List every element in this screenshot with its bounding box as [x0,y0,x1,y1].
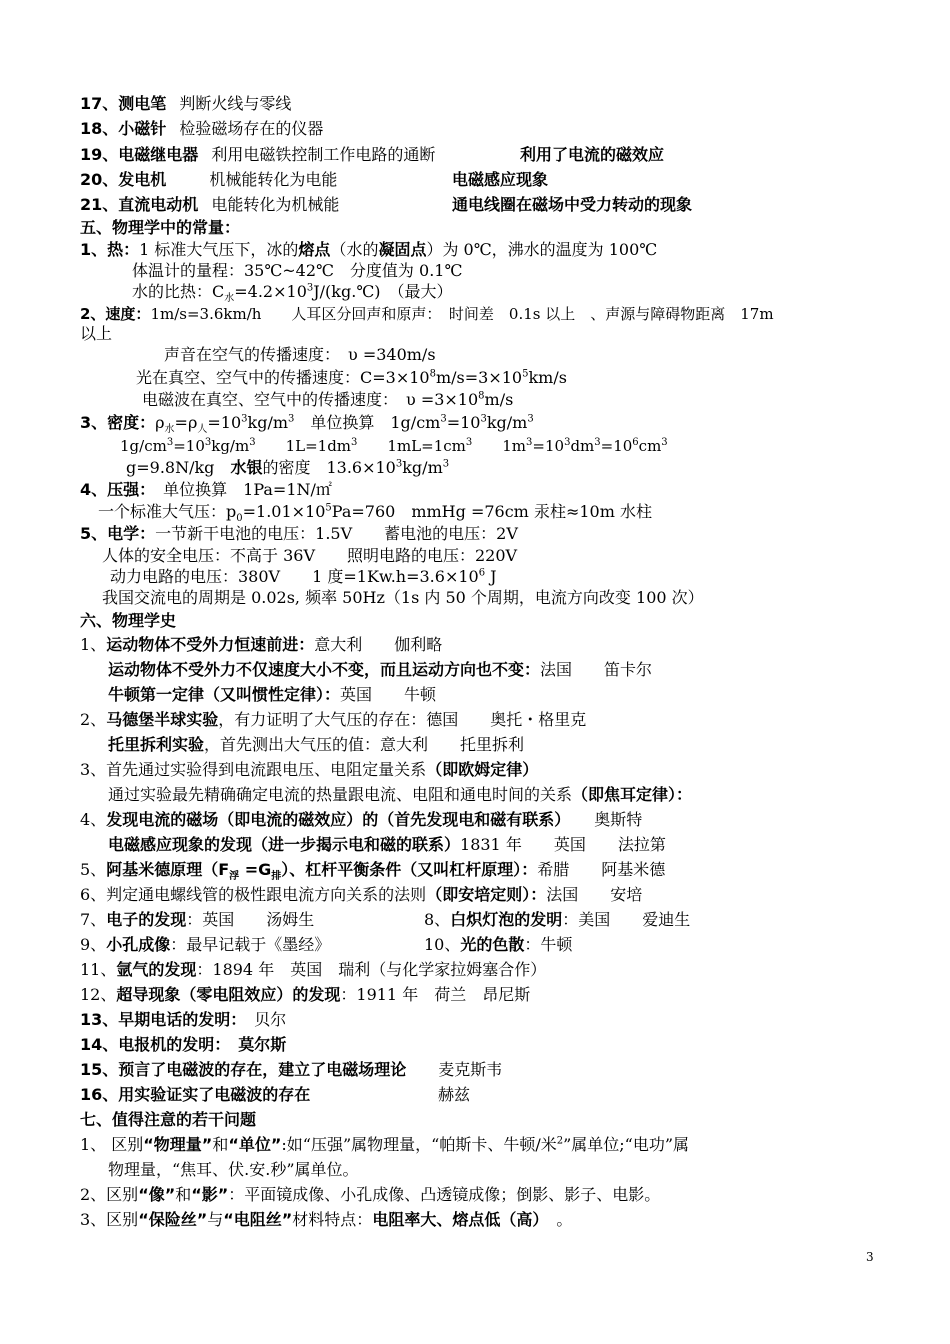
text: 法国 笛卡尔 [540,660,653,679]
text: 16、用实验证实了电磁波的存在 [80,1085,311,1104]
text: “影” [191,1185,229,1204]
text: kg/m [402,458,443,477]
subscript: 浮 [229,871,240,883]
text: ”属单位;“电功”属 [563,1135,690,1154]
speed-line-4 [142,390,513,410]
text: Pa=760 mmHg =76cm 汞柱≈10m 水柱 [331,502,652,521]
pressure-label: 4、压强： [80,480,148,499]
heat-label: 1、热： [80,240,140,259]
note-1 [80,1135,689,1155]
text: ：美国 爱迪生 [562,910,691,929]
subscript: 水 [224,293,235,305]
history-14 [80,1035,286,1055]
text: 赫兹 [438,1085,471,1104]
item-desc: 利用电磁铁控制工作电路的通断 [211,145,436,164]
history-1-3 [108,685,436,705]
superscript: 8 [478,390,485,402]
text: 阿基米德原理（F [106,860,230,879]
superscript: 3 [442,458,450,470]
text: 运动物体不受外力不仅速度大小不变，而且运动方向也不变： [108,660,541,679]
text: ：英国 汤姆生 [186,910,315,929]
text: 2、区别 [80,1185,139,1204]
text: 13、早期电话的发明： [80,1010,239,1029]
text: 和 [175,1185,192,1204]
text: “保险丝” [138,1210,208,1229]
heat-line-3 [132,282,453,305]
text: 9、 [80,935,107,954]
text: 氩气的发现 [116,960,197,979]
text: “电阻丝” [223,1210,293,1229]
history-8 [424,910,690,930]
density-line-3 [126,458,449,478]
text: 11、 [80,960,117,979]
text: 2、 [80,710,107,729]
text: km/s [528,368,567,387]
superscript: 3 [204,437,212,448]
text: kg/m [247,413,288,432]
text: =10 [532,437,565,455]
text: ，首先测出大气压的值：意大利 托里拆利 [204,735,525,754]
superscript: 3 [594,437,601,448]
text: “像” [138,1185,176,1204]
section-heading-notes: 七、值得注意的若干问题 [80,1110,257,1129]
history-6 [80,885,642,905]
text: 。 [540,1210,573,1229]
text: 英国 牛顿 [340,685,437,704]
text: 12、 [80,985,117,1004]
text: （即安培定则）： [426,885,547,904]
superscript: 3 [249,437,256,448]
text: 奥斯特 [562,810,643,829]
superscript: 6 [632,437,639,448]
text: （即焦耳定律）： [572,785,693,804]
text: 1 标准大气压下，冰的 [139,240,299,259]
item-title: 17、测电笔 [80,94,167,113]
speed-line-1-cont: 以上 [80,324,113,343]
superscript: 5 [325,502,332,514]
text: =ρ [174,413,198,432]
text: 电磁波在真空、空气中的传播速度： υ =3×10 [142,390,479,409]
text: =10 [446,413,481,432]
electric-line-2: 人体的安全电压：不高于 36V 照明电路的电压：220V [102,546,518,565]
item-desc: 判断火线与零线 [179,94,292,113]
text: 意大利 伽利略 [314,635,443,654]
text: “单位” [228,1135,282,1154]
text: 托里拆利实验 [108,735,205,754]
superscript: 3 [306,282,314,294]
item-21 [80,195,693,215]
text: 8、 [424,910,451,929]
text: 法国 安培 [546,885,643,904]
text: m/s=3×10 [435,368,523,387]
text: g=9.8N/kg [126,458,231,477]
text: 1m [472,437,527,455]
item-title: 21、直流电动机 [80,195,199,214]
superscript: 3 [465,437,473,448]
text: 发现电流的磁场（即电流的磁效应）的（首先发现电和磁有联系） [106,810,563,829]
pressure-line-2 [98,502,652,525]
history-9 [80,935,330,955]
text: 白炽灯泡的发明 [450,910,563,929]
superscript: 3 [351,437,358,448]
text: 光的色散 [460,935,525,954]
history-2-2 [108,735,524,755]
text: ）、杠杆平衡条件（又叫杠杆原理）： [281,860,538,879]
text: 希腊 阿基米德 [537,860,666,879]
electric-line-3 [110,567,497,587]
text: 动力电路的电压：380V 1 度=1Kw.h=3.6×10 [110,567,479,586]
superscript: 2 [556,1135,564,1147]
heat-line-2: 体温计的量程：35℃~42℃ 分度值为 0.1℃ [132,261,463,280]
item-note: 通电线圈在磁场中受力转动的现象 [452,195,693,214]
text: kg/m [486,413,528,432]
superscript: 6 [478,567,486,579]
superscript: 3 [480,413,487,425]
superscript: 3 [564,437,571,448]
text: :如“压强”属物理量，“帕斯卡、牛顿/米 [281,1135,557,1154]
superscript: 3 [166,437,174,448]
text: 麦克斯韦 [406,1060,503,1079]
text: 材料特点： [292,1210,373,1229]
history-12 [80,985,530,1005]
subscript: 人 [197,424,208,436]
page-number: 3 [866,1250,874,1264]
note-2 [80,1185,660,1205]
superscript: 3 [241,413,248,425]
item-note: 电磁感应现象 [452,170,549,189]
text: =1.01×10 [242,502,326,521]
text: 超导现象（零电阻效应）的发现 [116,985,341,1004]
text: 3、区别 [80,1210,139,1229]
text: 与 [207,1210,224,1229]
text: 14、电报机的发明： [80,1035,223,1054]
item-title: 20、发电机 [80,170,167,189]
text: 5、 [80,860,107,879]
text: 马德堡半球实验 [106,710,219,729]
text: 莫尔斯 [222,1035,287,1054]
text: 水银 [230,458,263,477]
text: 1831 年 英国 法拉第 [460,835,666,854]
text: 10、 [424,935,461,954]
text: =10 [207,413,242,432]
text: J/(kg.℃) （最大） [313,282,453,301]
text: ：平面镜成像、小孔成像、凸透镜成像；倒影、影子、电影。 [228,1185,661,1204]
text: =G [239,860,272,879]
text: 7、 [80,910,107,929]
history-3 [80,760,538,780]
text: dm [570,437,595,455]
item-desc: 检验磁场存在的仪器 [179,119,324,138]
text: 的密度 13.6×10 [262,458,396,477]
text: 1mL=1cm [357,437,466,455]
speed-line-3 [136,368,567,388]
text: 3、首先通过实验得到电流跟电压、电阻定量关系 [80,760,427,779]
item-title: 19、电磁继电器 [80,145,199,164]
text: =4.2×10 [234,282,307,301]
history-10 [424,935,572,955]
text: 凝固点 [378,240,427,259]
history-7 [80,910,314,930]
density-line-1 [80,413,534,436]
text: 电子的发现 [106,910,187,929]
item-title: 18、小磁针 [80,119,167,138]
text: J [485,567,497,586]
item-17 [80,94,291,114]
text: 电磁感应现象的发现（进一步揭示电和磁的联系） [108,835,461,854]
text: ：牛顿 [524,935,573,954]
history-13 [80,1010,286,1030]
text: kg/m [211,437,250,455]
note-1-cont: 物理量，“焦耳、伏.安.秒”属单位。 [108,1160,359,1179]
text: cm [638,437,662,455]
subscript: 水 [164,424,175,436]
text: 单位换算 1Pa=1N/㎡ [147,480,332,499]
superscript: 3 [526,437,533,448]
text: 1、 区别 [80,1135,144,1154]
electric-label: 5、电学： [80,524,156,543]
text: 通过实验最先精确确定电流的热量跟电流、电阻和通电时间的关系 [108,785,573,804]
item-18 [80,119,323,139]
superscript: 8 [429,368,436,380]
section-heading-history: 六、物理学史 [80,611,177,630]
text: 一个标准大气压：p [98,502,237,521]
history-1 [80,635,442,655]
density-line-2 [120,436,668,456]
item-20 [80,170,549,190]
text: 贝尔 [238,1010,287,1029]
subscript: 排 [271,871,282,883]
note-3 [80,1210,572,1230]
speed-line-2: 声音在空气的传播速度： υ =340m/s [164,345,436,364]
history-11 [80,960,546,980]
superscript: 3 [440,413,447,425]
history-1-2 [108,660,652,680]
text: ：1911 年 荷兰 昂尼斯 [340,985,531,1004]
speed-label: 2、速度： [80,305,151,323]
text: m/s [484,390,514,409]
history-4 [80,810,642,830]
text: 6、判定通电螺线管的极性跟电流方向关系的法则 [80,885,427,904]
superscript: 3 [395,458,403,470]
text: 熔点 [298,240,331,259]
superscript: 5 [522,368,529,380]
text: （即欧姆定律） [426,760,539,779]
text: 1、 [80,635,107,654]
density-label: 3、密度： [80,413,156,432]
history-4-2 [108,835,666,855]
item-desc: 机械能转化为电能 [209,170,338,189]
superscript: 3 [661,437,668,448]
item-note: 利用了电流的磁效应 [520,145,665,164]
subscript: 0 [236,513,243,525]
text: 1m/s=3.6km/h 人耳区分回声和原声： 时间差 0.1s 以上 、声源与障碍物距离 17m [150,305,774,323]
text: 1g/cm [120,437,167,455]
history-16 [80,1085,471,1105]
superscript: 3 [527,413,534,425]
text: 15、预言了电磁波的存在，建立了电磁场理论 [80,1060,407,1079]
section-heading-constants: 五、物理学中的常量： [80,218,241,237]
history-15 [80,1060,502,1080]
text: =10 [600,437,633,455]
text: 电阻率大、熔点低（高） [372,1210,541,1229]
text: 运动物体不受外力恒速前进： [106,635,315,654]
text: “物理量” [143,1135,213,1154]
history-5 [80,860,666,883]
text: ρ [155,413,165,432]
text: ）为 0℃，沸水的温度为 100℃ [426,240,658,259]
text: ，有力证明了大气压的存在：德国 奥托・格里克 [218,710,587,729]
pressure-line-1 [80,480,332,500]
history-2 [80,710,586,730]
electric-line-1 [80,524,518,544]
text: 1L=1dm [255,437,352,455]
speed-line-1 [80,304,774,324]
text: ：1894 年 英国 瑞利（与化学家拉姆塞合作） [196,960,547,979]
text: 牛顿第一定律（又叫惯性定律）： [108,685,341,704]
history-3-2 [108,785,692,805]
text: 一节新干电池的电压：1.5V 蓄电池的电压：2V [155,524,518,543]
text: 4、 [80,810,107,829]
item-desc: 电能转化为机械能 [211,195,340,214]
superscript: 3 [288,413,295,425]
heat-line-1 [80,240,657,260]
text: 单位换算 1g/cm [294,413,441,432]
electric-line-4: 我国交流电的周期是 0.02s, 频率 50Hz（1s 内 50 个周期，电流方向改变 100 次） [102,588,704,607]
text: 小孔成像 [106,935,171,954]
text: =10 [173,437,205,455]
item-19 [80,145,665,165]
text: 和 [212,1135,229,1154]
text: （水的 [330,240,379,259]
text: ：最早记载于《墨经》 [170,935,331,954]
text: 光在真空、空气中的传播速度：C=3×10 [136,368,430,387]
text: 水的比热：C [132,282,225,301]
